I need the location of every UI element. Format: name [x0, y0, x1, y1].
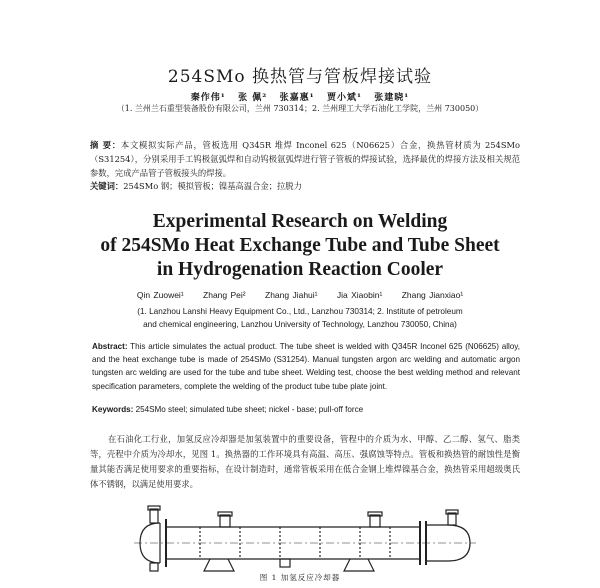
cn-keywords-label: 关键词： — [90, 181, 124, 191]
figure-caption: 图 1 加氢反应冷却器 — [259, 573, 341, 582]
english-keywords — [92, 405, 520, 414]
chinese-affiliation: （1. 兰州兰石重型装备股份有限公司，兰州 730314；2. 兰州理工大学石油化工学院，兰州 730050） — [116, 104, 484, 113]
english-affiliation — [0, 305, 600, 331]
cn-abstract-text: 本文模拟实际产品，管板选用 Q345R 堆焊 Inconel 625（N06625）合金，换热管材质为 254SMo（S31254），分别采用手工钨极氩弧焊和自动钨极氩弧焊进行管子管板的焊接试验，选择最优的焊接方法及相关规范参数，完成产品管子管板接头的焊接。 — [90, 140, 520, 178]
en-title-line: in Hydrogenation Reaction Cooler — [156, 259, 444, 280]
en-keywords-label: Keywords: — [92, 405, 134, 414]
en-title-line: of 254SMo Heat Exchange Tube and Tube Sheet — [100, 235, 500, 256]
en-keywords-text: 254SMo steel; simulated tube sheet; nickel - base; pull-off force — [135, 405, 364, 414]
en-affil-line: (1. Lanzhou Lanshi Heavy Equipment Co., Ltd., Lanzhou 730314; 2. Institute of petroleum — [137, 307, 463, 316]
cn-author: 张 佩² — [238, 93, 268, 103]
cn-author: 张嘉惠¹ — [279, 93, 315, 103]
en-title-line: Experimental Research on Welding — [152, 211, 448, 232]
en-affil-line: and chemical engineering, Lanzhou University of Technology, Lanzhou 730050, China) — [143, 320, 457, 329]
heat-exchanger-drawing-icon — [130, 505, 480, 573]
chinese-keywords — [90, 180, 520, 192]
chinese-abstract — [90, 138, 520, 180]
cn-author: 张建晓¹ — [374, 93, 410, 103]
cn-keywords-text: 254SMo 钢；模拟管板；镍基高温合金；拉脱力 — [123, 181, 302, 191]
en-author: Qin Zuowei¹ — [136, 290, 184, 300]
cn-author: 秦作伟¹ — [190, 93, 226, 103]
en-author: Zhang Pei² — [203, 290, 246, 300]
english-title — [0, 210, 600, 282]
cn-author: 贾小斌¹ — [326, 93, 362, 103]
en-author: Jia Xiaobin¹ — [336, 290, 383, 300]
en-abstract-label: Abstract: — [92, 342, 128, 351]
en-author: Zhang Jiahui¹ — [265, 290, 318, 300]
en-abstract-text: This article simulates the actual product. The tube sheet is welded with Q345R Inconel 625 (N06625) alloy, and the heat exchange tube is made of 254SMo (S31254). Manual tungsten argon arc welding and automatic argon tungsten arc welding are used for the tube and tube sheet. Welding test, choose the best welding method and relevant specification parameters, complete the welding of the product tube tube plate joint. — [92, 342, 520, 391]
cn-abstract-label: 摘 要： — [90, 140, 121, 150]
body-paragraph: 在石油化工行业，加氢反应冷却器是加氢装置中的重要设备，管程中的介质为水、甲醇、乙二醇、氢气、脂类等，壳程中介质为冷却水，见图 1。换热器的工作环境具有高温、高压、强腐蚀等特点。管板和换热管的耐蚀性是衡量其能否满足使用要求的重要指标，在设计制造时，通常管板采用在低合金钢上堆焊镍基合金，换热管采用超级奥氏体不锈钢，以满足使用要求。 — [90, 434, 520, 489]
chinese-title: 254SMo 换热管与管板焊接试验 — [167, 67, 433, 87]
english-authors — [0, 290, 600, 300]
chinese-authors — [0, 90, 600, 103]
english-abstract — [92, 340, 520, 393]
en-author: Zhang Jianxiao¹ — [401, 290, 464, 300]
